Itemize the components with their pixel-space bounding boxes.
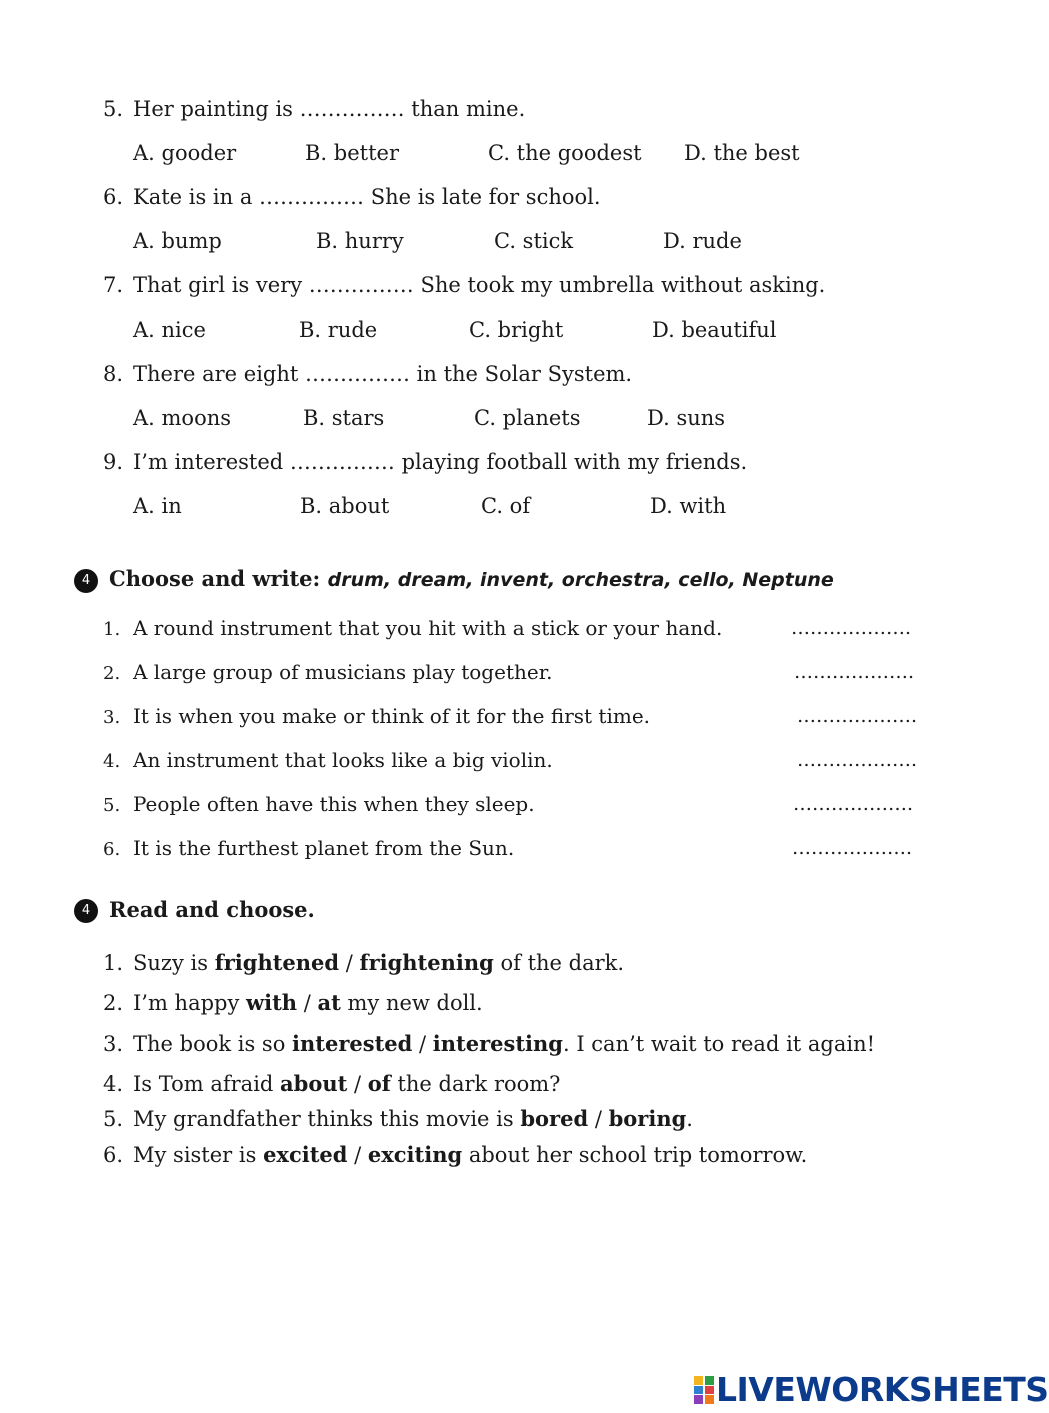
sentence-start: The book is so: [133, 1032, 293, 1056]
choice-a[interactable]: about: [280, 1071, 348, 1096]
question-8: [103, 361, 632, 387]
question-stem: There are eight …………… in the Solar System.: [133, 362, 633, 386]
choice-a[interactable]: bored: [520, 1106, 589, 1131]
read-choose-item: [103, 990, 483, 1016]
question-stem: Kate is in a …………… She is late for school.: [133, 185, 601, 209]
choice-a[interactable]: frightened: [214, 950, 340, 975]
sentence-start: My sister is: [133, 1143, 264, 1167]
answer-blank[interactable]: ……………….: [793, 793, 914, 815]
choice-b[interactable]: frightening: [359, 950, 494, 975]
question-stem: Her painting is …………… than mine.: [133, 97, 526, 121]
item-number: 1.: [103, 619, 121, 640]
answer-blank[interactable]: ……………….: [794, 661, 915, 683]
sentence-end: my new doll.: [340, 991, 483, 1015]
section-number-badge: 4: [74, 899, 98, 923]
option-d[interactable]: D. the best: [684, 141, 800, 165]
logo-text: LIVEWORKSHEETS: [716, 1370, 1049, 1409]
item-number: 5.: [103, 1107, 124, 1131]
sentence-start: I’m happy: [133, 991, 247, 1015]
read-choose-item: [103, 1031, 875, 1057]
sentence-start: My grandfather thinks this movie is: [133, 1107, 521, 1131]
choice-separator: /: [347, 1143, 368, 1167]
choice-separator: /: [339, 951, 360, 975]
definition-item: [103, 791, 535, 819]
section-title: Read and choose.: [109, 897, 315, 922]
choice-a[interactable]: interested: [292, 1031, 413, 1056]
definition-item: [103, 615, 722, 643]
definition-item: [103, 747, 553, 775]
item-number: 1.: [103, 951, 124, 975]
option-c[interactable]: C. bright: [469, 318, 564, 342]
choice-separator: /: [412, 1032, 433, 1056]
question-7: [103, 272, 825, 298]
sentence-end: .: [686, 1107, 693, 1131]
choice-a[interactable]: excited: [263, 1142, 348, 1167]
definition-item: [103, 659, 552, 687]
choice-b[interactable]: of: [367, 1071, 391, 1096]
item-number: 2.: [103, 663, 121, 684]
item-number: 5.: [103, 795, 121, 816]
option-c[interactable]: C. planets: [474, 406, 581, 430]
item-text: A round instrument that you hit with a stick or your hand.: [133, 616, 723, 640]
item-number: 6.: [103, 839, 121, 860]
option-d[interactable]: D. with: [650, 494, 727, 518]
answer-blank[interactable]: ……………….: [791, 617, 912, 639]
question-number: 9.: [103, 450, 124, 474]
read-choose-item: [103, 950, 624, 976]
item-number: 4.: [103, 1072, 124, 1096]
question-6: [103, 184, 601, 210]
option-c[interactable]: C. stick: [494, 229, 574, 253]
choice-separator: /: [347, 1072, 368, 1096]
item-text: An instrument that looks like a big violin.: [133, 748, 553, 772]
option-b[interactable]: B. about: [300, 494, 390, 518]
choice-b[interactable]: interesting: [432, 1031, 563, 1056]
option-b[interactable]: B. stars: [303, 406, 385, 430]
item-text: People often have this when they sleep.: [133, 792, 535, 816]
section-number-badge: 4: [74, 569, 98, 593]
logo-mark-icon: [694, 1376, 714, 1404]
word-bank: drum, dream, invent, orchestra, cello, Neptune: [327, 569, 834, 591]
sentence-end: about her school trip tomorrow.: [462, 1143, 808, 1167]
option-c[interactable]: C. the goodest: [488, 141, 642, 165]
question-number: 5.: [103, 97, 124, 121]
definition-item: [103, 703, 650, 731]
choice-separator: /: [588, 1107, 609, 1131]
choice-separator: /: [297, 991, 318, 1015]
definition-item: [103, 835, 514, 863]
item-text: A large group of musicians play together.: [133, 660, 553, 684]
option-a[interactable]: A. bump: [133, 229, 222, 253]
option-b[interactable]: B. better: [305, 141, 399, 165]
item-text: It is the furthest planet from the Sun.: [133, 836, 515, 860]
option-b[interactable]: B. hurry: [316, 229, 404, 253]
option-d[interactable]: D. rude: [663, 229, 742, 253]
read-choose-item: [103, 1071, 560, 1097]
sentence-start: Is Tom afraid: [133, 1072, 281, 1096]
question-number: 6.: [103, 185, 124, 209]
choice-b[interactable]: at: [317, 990, 341, 1015]
option-d[interactable]: D. suns: [647, 406, 726, 430]
question-5: [103, 96, 525, 122]
item-number: 2.: [103, 991, 124, 1015]
option-a[interactable]: A. in: [133, 494, 182, 518]
answer-blank[interactable]: ……………….: [797, 749, 918, 771]
option-d[interactable]: D. beautiful: [652, 318, 777, 342]
sentence-end: of the dark.: [493, 951, 625, 975]
read-choose-item: [103, 1106, 693, 1132]
option-b[interactable]: B. rude: [299, 318, 378, 342]
item-number: 4.: [103, 751, 121, 772]
answer-blank[interactable]: ……………….: [792, 837, 913, 859]
section-title-text: Choose and write:: [109, 566, 321, 591]
sentence-end: . I can’t wait to read it again!: [562, 1032, 876, 1056]
option-a[interactable]: A. nice: [133, 318, 206, 342]
option-c[interactable]: C. of: [481, 494, 531, 518]
section-title: [109, 566, 834, 593]
item-text: It is when you make or think of it for the first time.: [133, 704, 651, 728]
choice-b[interactable]: boring: [608, 1106, 687, 1131]
sentence-start: Suzy is: [133, 951, 215, 975]
item-number: 3.: [103, 1032, 124, 1056]
option-a[interactable]: A. moons: [133, 406, 232, 430]
sentence-end: the dark room?: [390, 1072, 561, 1096]
item-number: 3.: [103, 707, 121, 728]
question-number: 7.: [103, 273, 124, 297]
question-9: [103, 449, 747, 475]
item-number: 6.: [103, 1143, 124, 1167]
question-stem: I’m interested …………… playing football with my friends.: [133, 450, 748, 474]
option-a[interactable]: A. gooder: [133, 141, 237, 165]
read-choose-item: [103, 1142, 807, 1168]
choice-b[interactable]: exciting: [367, 1142, 463, 1167]
answer-blank[interactable]: ……………….: [797, 705, 918, 727]
choice-a[interactable]: with: [246, 990, 298, 1015]
question-number: 8.: [103, 362, 124, 386]
question-stem: That girl is very …………… She took my umbrella without asking.: [133, 273, 826, 297]
